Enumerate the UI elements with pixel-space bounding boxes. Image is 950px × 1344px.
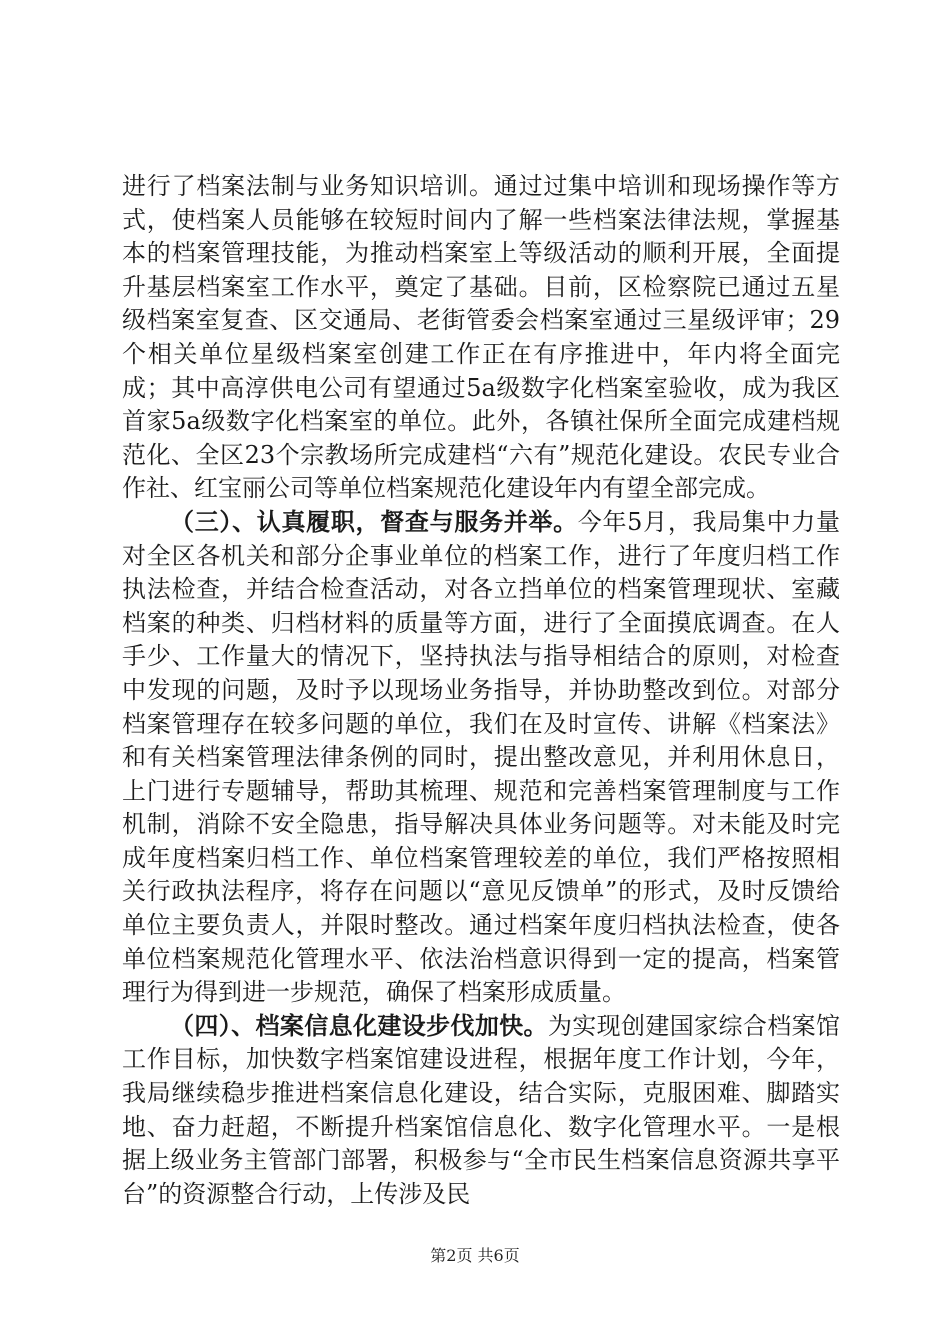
page-number: 第2页 共6页 (430, 1246, 520, 1265)
section-heading: （四）、档案信息化建设步伐加快。 (170, 1011, 548, 1040)
paragraph-section-3 (122, 506, 840, 1010)
paragraph-section-4 (122, 1010, 840, 1212)
section-heading: （三）、认真履职，督查与服务并举。 (170, 507, 578, 536)
paragraph-text: 进行了档案法制与业务知识培训。通过过集中培训和现场操作等方式，使档案人员能够在较短时间内了解一些档案法律法规，掌握基本的档案管理技能，为推动档案室上等级活动的顺利开展，全面提升基层档案室工作水平，奠定了基础。目前，区检察院已通过五星级档案室复查、区交通局、老街管委会档案室通过三星级评审；29个相关单位星级档案室创建工作正在有序推进中，年内将全面完成；其中高淳供电公司有望通过5a级数字化档案室验收，成为我区首家5a级数字化档案室的单位。此外，各镇社保所全面完成建档规范化、全区23个宗教场所完成建档“六有”规范化建设。农民专业合作社、红宝丽公司等单位档案规范化建设年内有望全部完成。 (122, 172, 840, 503)
paragraph-text: 今年5月，我局集中力量对全区各机关和部分企事业单位的档案工作，进行了年度归档工作执法检查，并结合检查活动，对各立挡单位的档案管理现状、室藏档案的种类、归档材料的质量等方面，进行了全面摸底调查。在人手少、工作量大的情况下，坚持执法与指导相结合的原则，对检查中发现的问题，及时予以现场业务指导，并协助整改到位。对部分档案管理存在较多问题的单位，我们在及时宣传、讲解《档案法》和有关档案管理法律条例的同时，提出整改意见，并利用休息日，上门进行专题辅导，帮助其梳理、规范和完善档案管理制度与工作机制，消除不安全隐患，指导解决具体业务问题等。对未能及时完成年度档案归档工作、单位档案管理较差的单位，我们严格按照相关行政执法程序，将存在问题以“意见反馈单”的形式，及时反馈给单位主要负责人，并限时整改。通过档案年度归档执法检查，使各单位档案规范化管理水平、依法治档意识得到一定的提高，档案管理行为得到进一步规范，确保了档案形成质量。 (122, 507, 840, 1007)
page-footer (0, 1243, 950, 1266)
document-body (122, 170, 840, 1211)
paragraph-text: 为实现创建国家综合档案馆工作目标，加快数字档案馆建设进程，根据年度工作计划，今年，我局继续稳步推进档案信息化建设，结合实际，克服困难、脚踏实地、奋力赶超，不断提升档案馆信息化、数字化管理水平。一是根据上级业务主管部门部署，积极参与“全市民生档案信息资源共享平台”的资源整合行动，上传涉及民 (122, 1011, 841, 1208)
paragraph-continuation (122, 170, 840, 506)
